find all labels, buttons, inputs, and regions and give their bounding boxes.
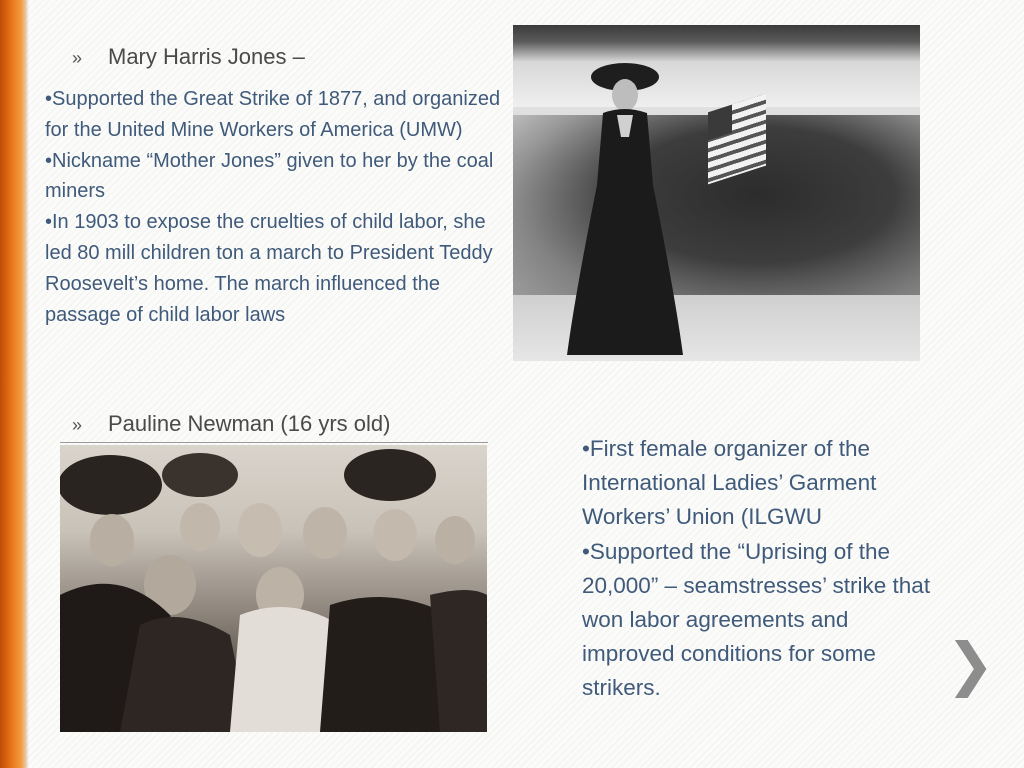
accent-bar — [0, 0, 26, 768]
garment-workers-group-photo — [60, 445, 487, 732]
bullet-item: •Supported the “Uprising of the 20,000” – seamstresses’ strike that won labor agreements and improved conditions for some strikers. — [582, 538, 931, 701]
divider-line — [60, 442, 488, 443]
bullet-item: •In 1903 to expose the cruelties of child labor, she led 80 mill children ton a march to President Teddy Roosevelt’s home. The march influenced the passage of child labor laws — [45, 211, 493, 326]
heading-title: Pauline Newman (16 yrs old) — [108, 411, 391, 436]
bullet-item: •Nickname “Mother Jones” given to her by the coal miners — [45, 149, 494, 203]
heading-mary-harris-jones — [72, 44, 305, 71]
heading-title: Mary Harris Jones – — [108, 44, 305, 69]
mother-jones-march-photo — [513, 25, 920, 361]
bullet-item: •Supported the Great Strike of 1877, and organized for the United Mine Workers of America (UMW) — [45, 88, 501, 141]
woman-figure — [565, 55, 685, 361]
bullet-item: •First female organizer of the International Ladies’ Garment Workers’ Union (ILGWU — [582, 436, 877, 530]
heading-marker: » — [72, 415, 83, 435]
group-of-women — [60, 445, 487, 732]
chevron-right-icon[interactable]: ❯ — [946, 630, 995, 698]
pauline-newman-bullet-list — [582, 432, 942, 706]
heading-pauline-newman — [72, 411, 390, 438]
mary-jones-bullet-list — [45, 84, 515, 330]
heading-marker: » — [72, 48, 83, 68]
